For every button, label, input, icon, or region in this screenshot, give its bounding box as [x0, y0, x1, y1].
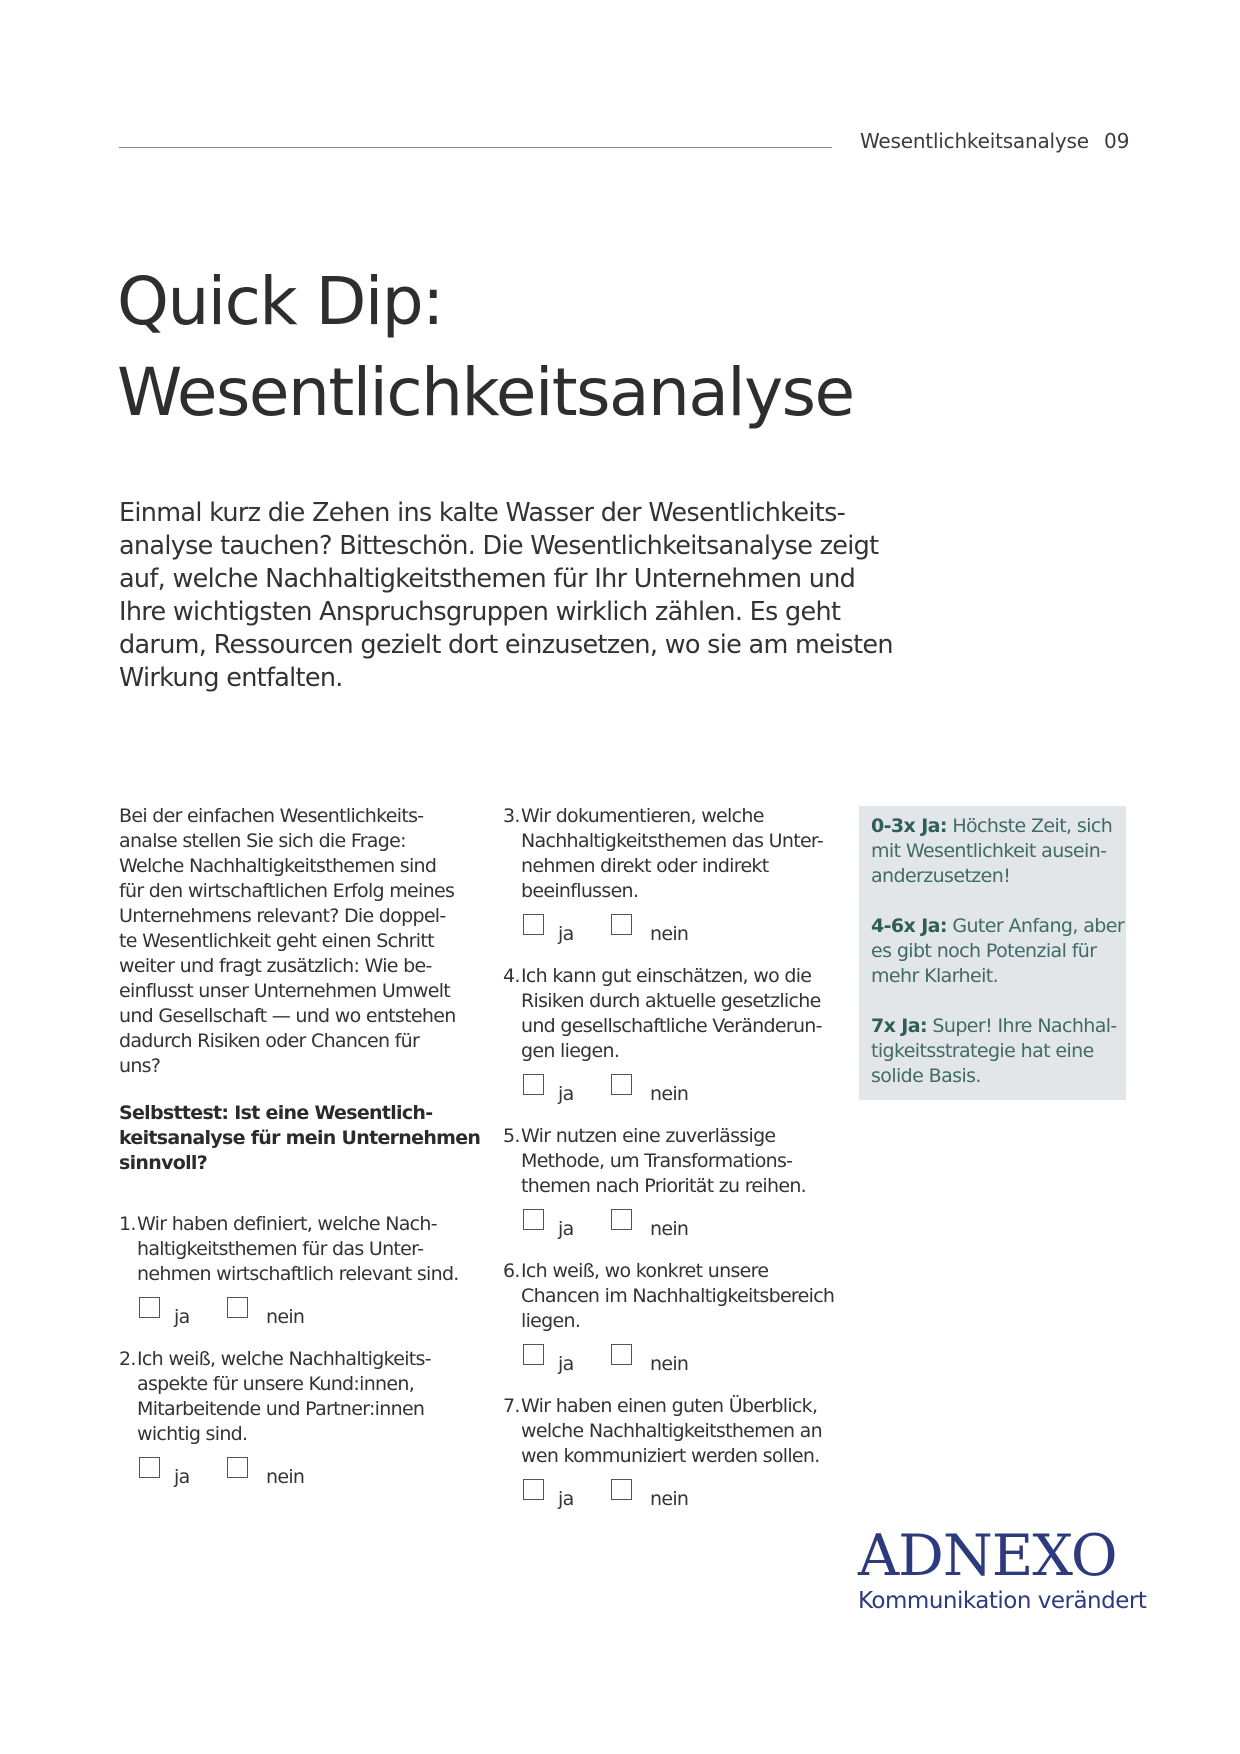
question-line: nehmen direkt oder indirekt: [521, 855, 769, 877]
logo-tagline: Kommunikation verändert: [858, 1588, 1147, 1614]
scoring-text: Höchste Zeit, sich: [946, 815, 1113, 837]
ja-label: ja: [174, 1466, 190, 1488]
header-rule: [119, 147, 832, 148]
question-line: haltigkeitsthemen für das Unter-: [137, 1238, 424, 1260]
question-line: Methode, um Transformations-: [521, 1150, 793, 1172]
logo-wordmark: ADNEXO: [858, 1523, 1117, 1589]
question-number: 4.: [503, 965, 520, 987]
nein-label: nein: [650, 1083, 689, 1105]
answer-row-7: [503, 1479, 843, 1519]
scoring-key: 0-3x Ja:: [871, 815, 947, 837]
answer-row-1: [119, 1297, 459, 1337]
nein-label: nein: [650, 1353, 689, 1375]
q1-ja-checkbox[interactable]: [139, 1297, 160, 1318]
question-5: [503, 1124, 843, 1199]
question-line: Wir nutzen eine zuverlässige: [521, 1125, 776, 1147]
q3-ja-checkbox[interactable]: [523, 914, 544, 935]
scoring-entry-low: [871, 814, 1114, 889]
q6-nein-checkbox[interactable]: [611, 1344, 632, 1365]
selbsttest-line: Selbsttest: Ist eine Wesentlich-: [119, 1102, 433, 1124]
ja-label: ja: [174, 1306, 190, 1328]
question-line: und gesellschaftliche Veränderun-: [521, 1015, 822, 1037]
nein-label: nein: [650, 1218, 689, 1240]
body-line: Welche Nachhaltigkeitsthemen sind: [119, 855, 437, 877]
nein-label: nein: [266, 1306, 305, 1328]
question-line: Chancen im Nachhaltigkeitsbereich: [521, 1285, 835, 1307]
question-line: wichtig sind.: [137, 1423, 248, 1445]
scoring-text: Guter Anfang, aber: [946, 915, 1125, 937]
question-number: 7.: [503, 1395, 520, 1417]
scoring-key: 4-6x Ja:: [871, 915, 947, 937]
q5-ja-checkbox[interactable]: [523, 1209, 544, 1230]
left-column: [119, 804, 481, 1507]
q2-nein-checkbox[interactable]: [227, 1457, 248, 1478]
question-line: Ich weiß, wo konkret unsere: [521, 1260, 769, 1282]
question-line: aspekte für unsere Kund:innen,: [137, 1373, 415, 1395]
question-line: Ich kann gut einschätzen, wo die: [521, 965, 812, 987]
question-line: Wir dokumentieren, welche: [521, 805, 764, 827]
body-line: und Gesellschaft — und wo entstehen: [119, 1005, 456, 1027]
scoring-box: [859, 806, 1126, 1100]
q6-ja-checkbox[interactable]: [523, 1344, 544, 1365]
question-line: welche Nachhaltigkeitsthemen an: [521, 1420, 822, 1442]
q2-ja-checkbox[interactable]: [139, 1457, 160, 1478]
body-line: uns?: [119, 1055, 161, 1077]
question-1: [119, 1212, 459, 1287]
question-number: 5.: [503, 1125, 520, 1147]
scoring-text: es gibt noch Potenzial für: [871, 940, 1097, 962]
body-paragraph: [119, 804, 459, 1079]
body-line: analse stellen Sie sich die Frage:: [119, 830, 406, 852]
q4-ja-checkbox[interactable]: [523, 1074, 544, 1095]
intro-line: Ihre wichtigsten Anspruchsgruppen wirklich zählen. Es geht: [119, 597, 841, 627]
selbsttest-line: sinnvoll?: [119, 1152, 208, 1174]
page-number: 09: [1104, 129, 1130, 153]
scoring-text: solide Basis.: [871, 1065, 981, 1087]
answer-row-5: [503, 1209, 843, 1249]
ja-label: ja: [558, 923, 574, 945]
q1-nein-checkbox[interactable]: [227, 1297, 248, 1318]
question-number: 1.: [119, 1213, 136, 1235]
answer-row-3: [503, 914, 843, 954]
body-line: te Wesentlichkeit geht einen Schritt: [119, 930, 434, 952]
question-line: Risiken durch aktuelle gesetzliche: [521, 990, 821, 1012]
q4-nein-checkbox[interactable]: [611, 1074, 632, 1095]
intro-line: Einmal kurz die Zehen ins kalte Wasser der Wesentlichkeits-: [119, 498, 846, 528]
scoring-text: anderzusetzen!: [871, 865, 1011, 887]
scoring-entry-high: [871, 1014, 1117, 1089]
middle-column: [503, 804, 843, 1529]
selbsttest-heading: [119, 1101, 481, 1176]
adnexo-logo: [858, 1523, 1147, 1614]
question-line: themen nach Priorität zu reihen.: [521, 1175, 807, 1197]
scoring-text: mit Wesentlichkeit ausein-: [871, 840, 1107, 862]
question-line: Nachhaltigkeitsthemen das Unter-: [521, 830, 823, 852]
question-line: nehmen wirtschaftlich relevant sind.: [137, 1263, 459, 1285]
title-line-1: Quick Dip:: [117, 263, 443, 340]
scoring-text: mehr Klarheit.: [871, 965, 999, 987]
nein-label: nein: [266, 1466, 305, 1488]
body-line: Unternehmens relevant? Die doppel-: [119, 905, 446, 927]
q7-ja-checkbox[interactable]: [523, 1479, 544, 1500]
intro-paragraph: [119, 497, 893, 695]
answer-row-4: [503, 1074, 843, 1114]
nein-label: nein: [650, 923, 689, 945]
q3-nein-checkbox[interactable]: [611, 914, 632, 935]
answer-row-2: [119, 1457, 459, 1497]
body-line: weiter und fragt zusätzlich: Wie be-: [119, 955, 432, 977]
question-line: wen kommuniziert werden sollen.: [521, 1445, 820, 1467]
question-line: liegen.: [521, 1310, 581, 1332]
intro-line: darum, Ressourcen gezielt dort einzusetzen, wo sie am meisten: [119, 630, 893, 660]
ja-label: ja: [558, 1083, 574, 1105]
selbsttest-line: keitsanalyse für mein Unternehmen: [119, 1127, 481, 1149]
question-7: [503, 1394, 843, 1469]
question-line: Wir haben einen guten Überblick,: [521, 1395, 818, 1417]
intro-line: analyse tauchen? Bitteschön. Die Wesentlichkeitsanalyse zeigt: [119, 531, 879, 561]
header-section-title: Wesentlichkeitsanalyse: [860, 129, 1089, 153]
scoring-key: 7x Ja:: [871, 1015, 927, 1037]
body-line: Bei der einfachen Wesentlichkeits-: [119, 805, 424, 827]
ja-label: ja: [558, 1488, 574, 1510]
intro-line: auf, welche Nachhaltigkeitsthemen für Ihr Unternehmen und: [119, 564, 856, 594]
question-number: 2.: [119, 1348, 136, 1370]
page-title: [117, 256, 854, 438]
intro-line: Wirkung entfalten.: [119, 663, 343, 693]
ja-label: ja: [558, 1218, 574, 1240]
question-line: gen liegen.: [521, 1040, 620, 1062]
question-number: 3.: [503, 805, 520, 827]
nein-label: nein: [650, 1488, 689, 1510]
title-line-2: Wesentlichkeitsanalyse: [117, 354, 854, 431]
question-4: [503, 964, 843, 1064]
question-2: [119, 1347, 459, 1447]
scoring-text: Super! Ihre Nachhal-: [926, 1015, 1117, 1037]
answer-row-6: [503, 1344, 843, 1384]
question-6: [503, 1259, 843, 1334]
question-line: beeinflussen.: [521, 880, 639, 902]
scoring-entry-mid: [871, 914, 1125, 989]
question-line: Mitarbeitende und Partner:innen: [137, 1398, 425, 1420]
ja-label: ja: [558, 1353, 574, 1375]
body-line: dadurch Risiken oder Chancen für: [119, 1030, 420, 1052]
body-line: einflusst unser Unternehmen Umwelt: [119, 980, 451, 1002]
q7-nein-checkbox[interactable]: [611, 1479, 632, 1500]
question-line: Ich weiß, welche Nachhaltigkeits-: [137, 1348, 431, 1370]
question-line: Wir haben definiert, welche Nach-: [137, 1213, 437, 1235]
question-number: 6.: [503, 1260, 520, 1282]
question-3: [503, 804, 843, 904]
q5-nein-checkbox[interactable]: [611, 1209, 632, 1230]
body-line: für den wirtschaftlichen Erfolg meines: [119, 880, 455, 902]
scoring-text: tigkeitsstrategie hat eine: [871, 1040, 1094, 1062]
